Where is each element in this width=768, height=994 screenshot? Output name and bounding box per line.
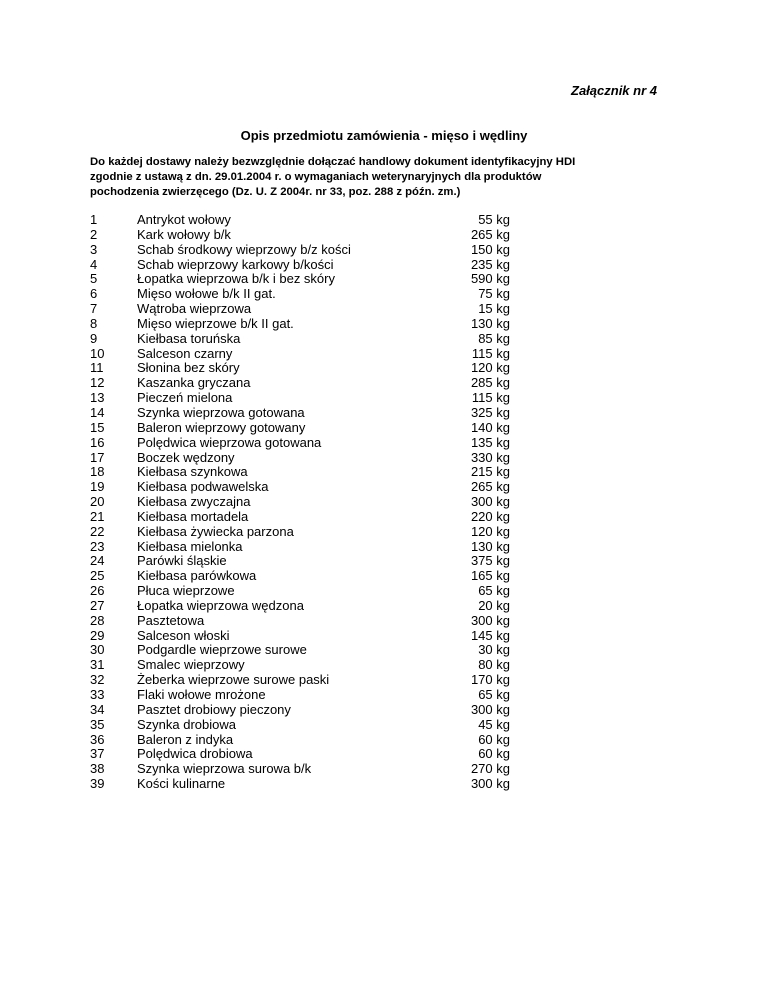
- list-item: [90, 480, 550, 495]
- item-quantity: 80 kg: [478, 657, 510, 673]
- item-name: Mięso wołowe b/k II gat.: [137, 286, 276, 302]
- note-line: zgodnie z ustawą z dn. 29.01.2004 r. o wymaganiach weterynaryjnych dla produktów: [90, 171, 542, 183]
- item-name: Kark wołowy b/k: [137, 226, 231, 242]
- item-name: Szynka drobiowa: [137, 716, 236, 732]
- list-item: [90, 747, 550, 762]
- list-item: [90, 540, 550, 555]
- item-number: 18: [90, 464, 105, 480]
- item-quantity: 270 kg: [470, 761, 510, 777]
- item-quantity: 130 kg: [470, 538, 510, 554]
- item-name: Szynka wieprzowa gotowana: [137, 404, 305, 420]
- list-item: [90, 762, 550, 777]
- item-name: Flaki wołowe mrożone: [137, 687, 266, 702]
- item-number: 3: [90, 241, 98, 257]
- item-quantity: 170 kg: [470, 672, 510, 688]
- note-line: pochodzenia zwierzęcego (Dz. U. Z 2004r. nr 33, poz. 288 z późn. zm.): [90, 186, 461, 198]
- item-quantity: 165 kg: [470, 568, 510, 584]
- item-number: 20: [90, 494, 105, 510]
- item-quantity: 330 kg: [470, 449, 510, 465]
- list-item: [90, 213, 550, 228]
- item-quantity: 120 kg: [470, 360, 510, 376]
- item-quantity: 300 kg: [470, 494, 510, 510]
- item-number: 2: [90, 226, 98, 242]
- list-item: [90, 718, 550, 733]
- item-number: 12: [90, 375, 105, 391]
- item-number: 37: [90, 746, 105, 762]
- item-quantity: 285 kg: [470, 375, 510, 391]
- item-name: Schab środkowy wieprzowy b/z kości: [137, 241, 351, 257]
- item-number: 24: [90, 553, 105, 569]
- item-name: Kiełbasa parówkowa: [137, 568, 257, 584]
- list-item: [90, 332, 550, 347]
- item-number: 30: [90, 642, 105, 658]
- list-item: [90, 436, 550, 451]
- item-name: Polędwica drobiowa: [137, 746, 253, 762]
- item-quantity: 140 kg: [470, 419, 510, 435]
- list-item: [90, 258, 550, 273]
- item-name: Szynka wieprzowa surowa b/k: [137, 761, 312, 777]
- item-name: Pasztetowa: [137, 612, 205, 628]
- item-quantity: 300 kg: [470, 701, 510, 717]
- list-item: [90, 391, 550, 406]
- list-item: [90, 688, 550, 703]
- list-item: [90, 243, 550, 258]
- item-number: 28: [90, 612, 105, 628]
- delivery-note: [90, 155, 650, 200]
- item-quantity: 590 kg: [470, 271, 510, 287]
- item-name: Wątroba wieprzowa: [137, 301, 252, 317]
- item-name: Pieczeń mielona: [137, 390, 233, 406]
- item-quantity: 20 kg: [478, 597, 510, 613]
- item-quantity: 30 kg: [478, 642, 510, 658]
- item-number: 22: [90, 523, 105, 539]
- item-name: Kiełbasa zwyczajna: [137, 494, 251, 510]
- item-number: 13: [90, 390, 105, 406]
- list-item: [90, 629, 550, 644]
- list-item: [90, 733, 550, 748]
- list-item: [90, 569, 550, 584]
- item-name: Łopatka wieprzowa wędzona: [137, 597, 304, 613]
- item-number: 36: [90, 731, 105, 747]
- item-name: Kiełbasa mortadela: [137, 508, 249, 524]
- item-number: 7: [90, 301, 98, 317]
- item-name: Salceson włoski: [137, 627, 230, 643]
- item-name: Pasztet drobiowy pieczony: [137, 701, 291, 717]
- item-quantity: 265 kg: [470, 226, 510, 242]
- list-item: [90, 228, 550, 243]
- item-number: 5: [90, 271, 98, 287]
- product-list: [90, 213, 550, 792]
- item-number: 10: [90, 345, 105, 361]
- item-quantity: 85 kg: [478, 330, 510, 346]
- item-quantity: 145 kg: [470, 627, 510, 643]
- item-quantity: 135 kg: [470, 434, 510, 450]
- note-line: Do każdej dostawy należy bezwzględnie dołączać handlowy dokument identyfikacyjny HDI: [90, 156, 576, 168]
- item-quantity: 45 kg: [478, 716, 510, 732]
- item-name: Kiełbasa toruńska: [137, 330, 241, 346]
- list-item: [90, 599, 550, 614]
- item-number: 32: [90, 672, 105, 688]
- item-name: Antrykot wołowy: [137, 212, 231, 227]
- item-name: Żeberka wieprzowe surowe paski: [137, 672, 330, 688]
- item-quantity: 115 kg: [471, 390, 510, 406]
- item-number: 25: [90, 568, 105, 584]
- list-item: [90, 703, 550, 718]
- list-item: [90, 406, 550, 421]
- item-number: 35: [90, 716, 105, 732]
- list-item: [90, 465, 550, 480]
- item-name: Kiełbasa mielonka: [137, 538, 243, 554]
- item-quantity: 65 kg: [478, 687, 510, 702]
- page-title: Opis przedmiotu zamówienia - mięso i wędliny: [240, 128, 528, 143]
- item-quantity: 15 kg: [478, 301, 510, 317]
- item-name: Słonina bez skóry: [137, 360, 240, 376]
- item-name: Płuca wieprzowe: [137, 583, 235, 599]
- list-item: [90, 554, 550, 569]
- item-quantity: 130 kg: [470, 315, 510, 331]
- item-number: 38: [90, 761, 105, 777]
- item-name: Boczek wędzony: [137, 449, 235, 465]
- item-name: Podgardle wieprzowe surowe: [137, 642, 307, 658]
- item-quantity: 265 kg: [470, 479, 510, 495]
- item-number: 4: [90, 256, 98, 272]
- list-item: [90, 510, 550, 525]
- item-quantity: 150 kg: [470, 241, 510, 257]
- item-number: 1: [90, 212, 98, 227]
- item-quantity: 65 kg: [478, 583, 510, 599]
- item-number: 21: [90, 508, 105, 524]
- item-number: 34: [90, 701, 105, 717]
- item-number: 11: [90, 360, 104, 376]
- item-quantity: 235 kg: [470, 256, 510, 272]
- item-number: 15: [90, 419, 105, 435]
- list-item: [90, 777, 550, 792]
- item-number: 14: [90, 404, 105, 420]
- item-quantity: 300 kg: [470, 776, 510, 792]
- item-number: 17: [90, 449, 105, 465]
- item-quantity: 75 kg: [478, 286, 510, 302]
- item-quantity: 120 kg: [470, 523, 510, 539]
- item-name: Kiełbasa szynkowa: [137, 464, 248, 480]
- item-number: 16: [90, 434, 105, 450]
- list-item: [90, 525, 550, 540]
- item-number: 29: [90, 627, 105, 643]
- list-item: [90, 317, 550, 332]
- item-name: Polędwica wieprzowa gotowana: [137, 434, 322, 450]
- item-name: Baleron z indyka: [137, 731, 234, 747]
- item-quantity: 60 kg: [478, 746, 510, 762]
- item-quantity: 60 kg: [478, 731, 510, 747]
- list-item: [90, 361, 550, 376]
- item-number: 39: [90, 776, 105, 792]
- item-quantity: 115 kg: [471, 345, 510, 361]
- list-item: [90, 272, 550, 287]
- list-item: [90, 643, 550, 658]
- list-item: [90, 584, 550, 599]
- list-item: [90, 614, 550, 629]
- item-name: Kości kulinarne: [137, 776, 226, 792]
- item-number: 26: [90, 583, 105, 599]
- list-item: [90, 421, 550, 436]
- item-number: 31: [90, 657, 105, 673]
- item-number: 6: [90, 286, 98, 302]
- list-item: [90, 495, 550, 510]
- list-item: [90, 287, 550, 302]
- item-name: Parówki śląskie: [137, 553, 227, 569]
- item-number: 9: [90, 330, 98, 346]
- item-name: Mięso wieprzowe b/k II gat.: [137, 315, 294, 331]
- item-name: Kaszanka gryczana: [137, 375, 251, 391]
- item-name: Schab wieprzowy karkowy b/kości: [137, 256, 334, 272]
- item-quantity: 215 kg: [470, 464, 510, 480]
- list-item: [90, 347, 550, 362]
- item-quantity: 300 kg: [470, 612, 510, 628]
- list-item: [90, 673, 550, 688]
- item-quantity: 325 kg: [470, 404, 510, 420]
- item-quantity: 220 kg: [470, 508, 510, 524]
- item-name: Kiełbasa podwawelska: [137, 479, 269, 495]
- item-name: Salceson czarny: [137, 345, 233, 361]
- item-quantity: 375 kg: [470, 553, 510, 569]
- item-name: Smalec wieprzowy: [137, 657, 245, 673]
- item-quantity: 55 kg: [478, 212, 510, 227]
- list-item: [90, 376, 550, 391]
- item-number: 8: [90, 315, 98, 331]
- item-number: 19: [90, 479, 105, 495]
- list-item: [90, 451, 550, 466]
- item-name: Kiełbasa żywiecka parzona: [137, 523, 294, 539]
- item-number: 27: [90, 597, 105, 613]
- item-name: Łopatka wieprzowa b/k i bez skóry: [137, 271, 335, 287]
- list-item: [90, 302, 550, 317]
- item-number: 33: [90, 687, 105, 702]
- item-number: 23: [90, 538, 105, 554]
- annex-label: Załącznik nr 4: [571, 83, 657, 98]
- item-name: Baleron wieprzowy gotowany: [137, 419, 306, 435]
- list-item: [90, 658, 550, 673]
